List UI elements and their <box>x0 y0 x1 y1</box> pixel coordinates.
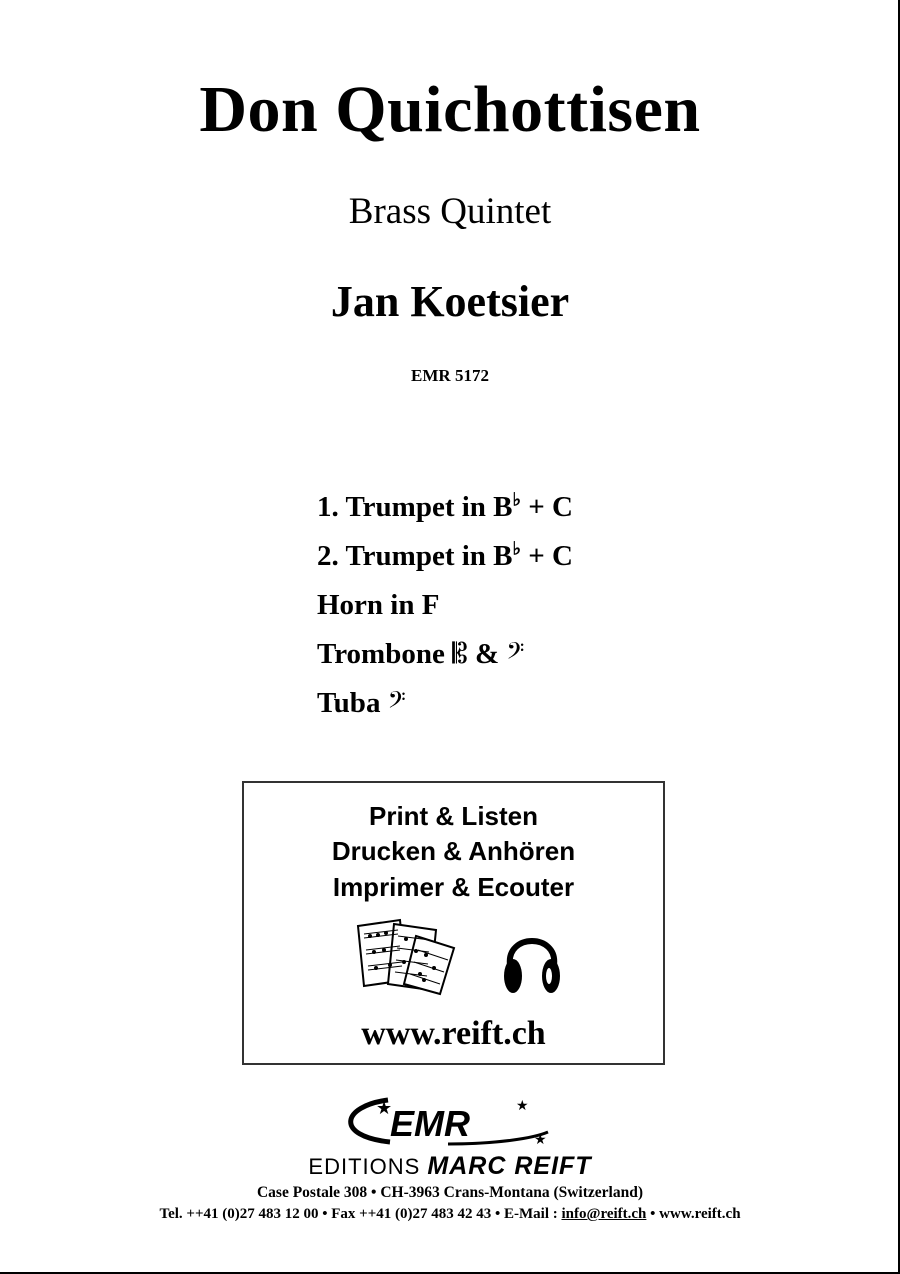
flat-sign: ♭ <box>512 538 522 559</box>
promo-line-english: Print & Listen <box>368 801 538 831</box>
promo-line-french: Imprimer & Ecouter <box>332 872 575 902</box>
ampersand: & <box>467 638 507 670</box>
print-listen-box <box>242 781 665 1065</box>
page-title: Don Quichottisen <box>199 73 701 146</box>
publisher-part: EDITIONS <box>308 1154 428 1179</box>
svg-text:★: ★ <box>516 1098 529 1114</box>
emr-logo <box>328 1092 568 1150</box>
instrument-trombone <box>317 633 573 682</box>
sheet-music-icon <box>354 918 464 998</box>
emr-logo-letters: EMR <box>390 1103 470 1144</box>
subtitle: Brass Quintet <box>348 191 552 232</box>
publisher-contact <box>0 1206 900 1223</box>
promo-line-german: Drucken & Anhören <box>331 836 576 866</box>
bass-clef-icon: 𝄢 <box>387 686 406 719</box>
email-link[interactable]: info@reift.ch <box>561 1206 647 1222</box>
svg-text:★: ★ <box>534 1132 547 1148</box>
instrument-suffix: + C <box>521 540 573 572</box>
instrument-tuba <box>317 682 573 731</box>
instrument-label: 2. Trumpet in B <box>317 540 513 572</box>
svg-text:★: ★ <box>376 1098 393 1119</box>
flat-sign: ♭ <box>512 489 522 510</box>
tel-fax: Tel. ++41 (0)27 483 12 00 • Fax ++41 (0)27 483 42 43 • E-Mail : <box>159 1206 562 1222</box>
instrument-trumpet-2 <box>317 535 573 584</box>
bass-clef-icon: 𝄢 <box>506 637 525 670</box>
tenor-clef-icon: 𝄡 <box>452 637 468 670</box>
publisher-address: Case Postale 308 • CH-3963 Crans-Montana (Switzerland) <box>256 1184 643 1201</box>
website-link[interactable]: www.reift.ch <box>361 1015 546 1052</box>
instrument-label: Trombone <box>317 638 453 670</box>
instrument-trumpet-1 <box>317 486 573 535</box>
publisher-part: REIFT <box>514 1152 592 1180</box>
catalog-number: EMR 5172 <box>411 366 489 385</box>
instrument-label: Tuba <box>317 687 388 719</box>
composer-name: Jan Koetsier <box>330 277 570 326</box>
publisher-name <box>0 1152 900 1181</box>
instrument-label: Horn in F <box>317 589 440 621</box>
publisher-part: MARC <box>427 1152 515 1180</box>
instrument-list <box>317 486 573 731</box>
instrument-label: 1. Trumpet in B <box>317 491 513 523</box>
headphones-icon <box>502 921 562 997</box>
instrument-horn <box>317 584 573 633</box>
web-address: • www.reift.ch <box>646 1206 741 1222</box>
instrument-suffix: + C <box>521 491 573 523</box>
